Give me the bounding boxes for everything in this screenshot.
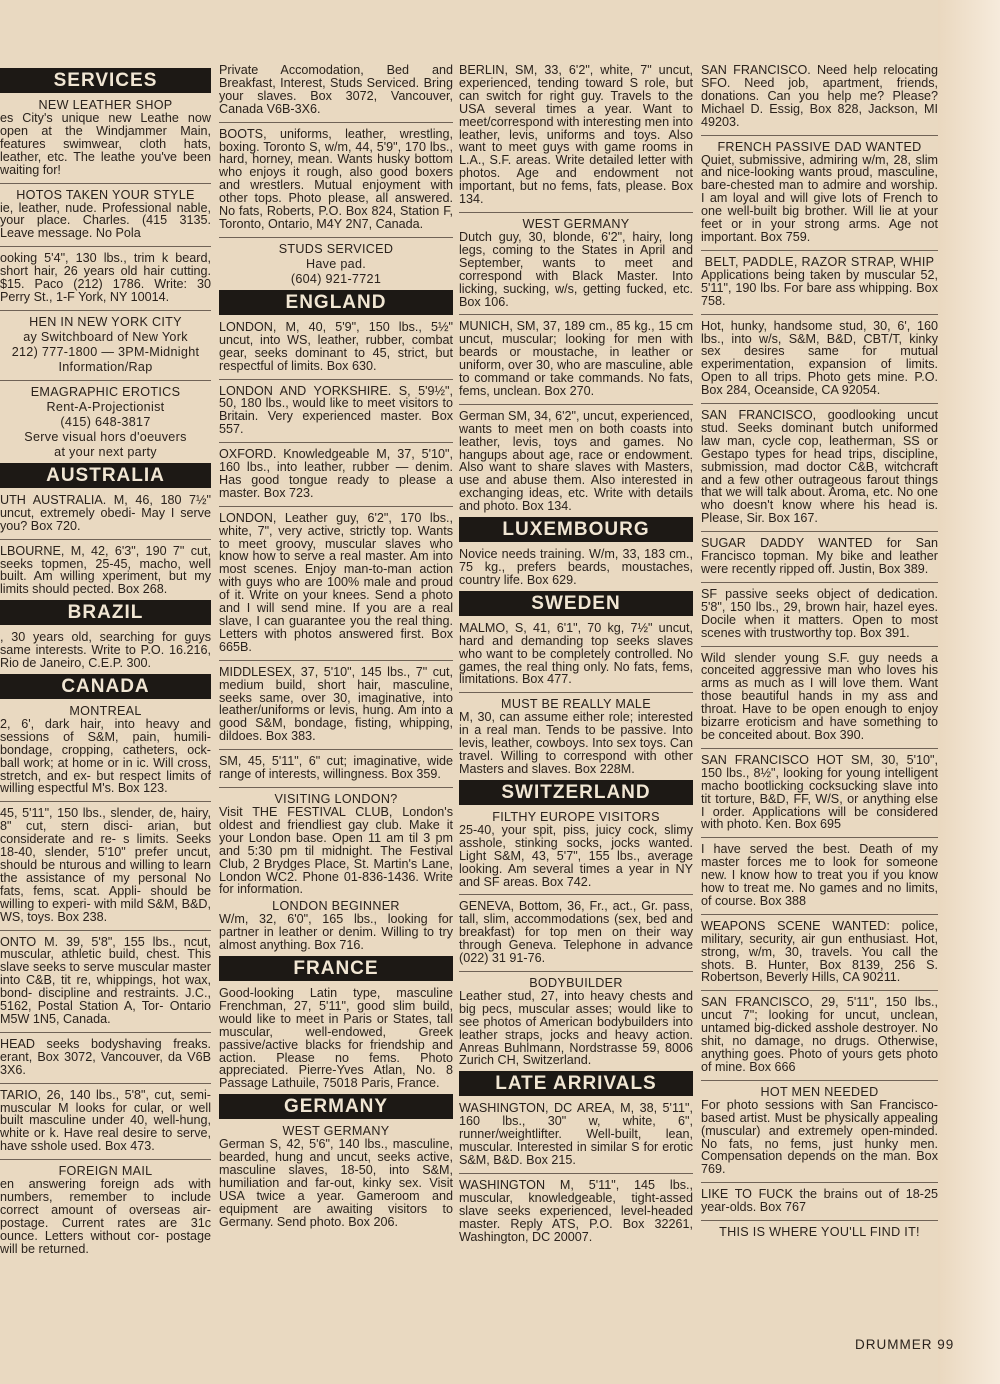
ad-title: BODYBUILDER <box>529 975 623 990</box>
ad-body: For photo sessions with San Francisco-based artist. Must be physically appealing (muscular) and extremely open-minded. No fats, no fems, just hunky men. Compensation depends on the man. Box 769. <box>701 1097 938 1177</box>
ad-body: MUNICH, SM, 37, 189 cm., 85 kg., 15 cm uncut, muscular; looking for men with beards or moustache, in leather or uniform, over 30, who are masculine, able to command or take commands. No fats, fems, unclean. Box 270. <box>459 319 693 398</box>
classified-ad <box>459 548 693 587</box>
page-footer: DRUMMER 99 <box>855 1337 955 1352</box>
ad-body: BOOTS, uniforms, leather, wrestling, boxing. Toronto S, w/m, 44, 5'9", 170 lbs., hard, horney, mean. Wants husky bottom who enjoys it rough, also good boxers and wrestlers. Mutual enjoyment with other tops. Photo please, all answered. No fats, Roberts, P.O. Box 824, Station F, Toronto, Ontario, M4Y 2N7, Canada. <box>219 126 453 231</box>
ad-title: VISITING LONDON? <box>274 791 398 806</box>
classified-ad <box>459 698 693 776</box>
divider <box>459 404 693 405</box>
ad-line: Information/Rap <box>58 359 153 374</box>
ad-body: LIKE TO FUCK the brains out of 18-25 year-olds. Box 767 <box>701 1187 938 1215</box>
ad-body: Novice needs training. W/m, 33, 183 cm., 75 kg., prefers beards, moustaches, country life. Box 629. <box>459 547 693 587</box>
divider <box>701 1182 938 1183</box>
section-header: FRANCE <box>219 956 453 981</box>
ad-body: LONDON, M, 40, 5'9", 150 lbs., 5½" uncut, into WS, leather, rubber, combat gear, seeks dominant to 45, strict, but respectful of limits. Box 630. <box>219 319 453 373</box>
ad-body: LBOURNE, M, 42, 6'3", 190 7" cut, seeks topmen, 25-45, macho, well built. Am willing xperiment, but my limits should pected. Box 268. <box>0 543 211 597</box>
ad-title: EMAGRAPHIC EROTICS <box>30 384 181 399</box>
classified-ad <box>0 386 211 459</box>
ad-body: HEAD seeks bodyshaving freaks. erant, Box 3072, Vancouver, da V6B 3X6. <box>0 1036 211 1077</box>
divider <box>0 539 211 540</box>
ad-body: ONTO M. 39, 5'8", 155 lbs., ncut, muscular, athletic build, chest. This slave seeks to serve muscular master into C&B, tit re, whippings, hot wax, bond- discipline and restraints. J.C., 5162, Postal Station A, Tor- Ontario M5W 1N5, Canada. <box>0 934 211 1026</box>
classified-ad <box>0 189 211 241</box>
classified-ad <box>701 920 938 985</box>
classified-ad <box>701 320 938 397</box>
classified-ad <box>219 321 453 373</box>
ad-body: WASHINGTON, DC AREA, M, 38, 5'11", 160 lbs., 30" w, white, 6", runner/weightlifter. Well-built, lean, muscular. Interested in similar S for erotic S&M, B&D. Box 215. <box>459 1101 693 1167</box>
section-header: SWITZERLAND <box>459 780 693 805</box>
classified-ad <box>0 807 211 923</box>
ad-body: SAN FRANCISCO. Need help relocating SFO. Need job, apartment, friends, donations. Can you help me? Please? Michael D. Essig, Box 828, Jackson, MI 49203. <box>701 63 938 129</box>
classified-ad <box>219 512 453 654</box>
ad-body: Good-looking Latin type, masculine Frenchman, 27, 5'11", good slim build, would like to meet in Paris or States, tall muscular, well-endowed, Greek passive/active blacks for friendship and action. Please no fems. Photo appreciated. Pierre-Yves Atlan, No. 8 Passage Lathuile, 75018 Paris, France. <box>219 986 453 1091</box>
ad-body: WASHINGTON M, 5'11", 145 lbs., muscular, knowledgeable, tight-assed slave seeks experienced, level-headed master. Reply ATS, P.O. Box 32261, Washington, DC 20007. <box>459 1177 693 1244</box>
divider <box>701 403 938 404</box>
classified-ad <box>459 64 693 206</box>
ad-title: FRENCH PASSIVE DAD WANTED <box>717 139 922 154</box>
classified-ad <box>701 652 938 742</box>
ad-title: WEST GERMANY <box>522 216 630 231</box>
divider <box>0 1159 211 1160</box>
divider <box>701 990 938 991</box>
ad-title: BELT, PADDLE, RAZOR STRAP, WHIP <box>704 254 935 269</box>
divider <box>219 442 453 443</box>
divider <box>0 310 211 311</box>
ad-body: 2, 6', dark hair, into heavy and sessions of S&M, pain, humili- bondage, cropping, catheters, ock-ball work; at home or in ic. Will cross, stretch, and ex- but respect limits of willing espectful M's. Box 123. <box>0 716 211 796</box>
column-1 <box>0 64 211 1260</box>
ad-body: SM, 45, 5'11", 6" cut; imaginative, wide range of interests, willingness. Box 359. <box>219 754 453 782</box>
divider <box>219 749 453 750</box>
ad-title: HOT MEN NEEDED <box>760 1084 879 1099</box>
ad-body: SAN FRANCISCO, goodlooking uncut stud. Seeks dominant butch uniformed law man, cycle cop, leatherman, SS or Gestapo types for head trips, discipline, submission, mad doctor C&B, witchcraft and a few other outrageous farout things that we will talk about. Aroma, etc. No one who doesn't know where his head is. Please, Sir. Box 167. <box>701 408 938 526</box>
section-header: GERMANY <box>219 1094 453 1119</box>
divider <box>0 380 211 381</box>
classified-ad <box>459 977 693 1067</box>
ad-body: LONDON AND YORKSHIRE. S, 5'9½", 50, 180 lbs., would like to meet visitors to Britain. Very experienced master. Box 557. <box>219 383 453 437</box>
ad-body: Private Accomodation, Bed and Breakfast, Interest, Studs Serviced. Bring your slaves. Box 3072, Vancouver, Canada V6B-3X6. <box>219 63 453 116</box>
ad-title: STUDS SERVICED <box>278 241 394 256</box>
ad-body: Applications being taken by muscular 52, 5'11", 190 lbs. For bare ass whipping. Box 758. <box>701 267 938 308</box>
ad-line: (604) 921-7721 <box>290 271 382 286</box>
ad-line: (415) 648-3817 <box>60 414 151 429</box>
classified-ad <box>0 1089 211 1154</box>
divider <box>701 1220 938 1221</box>
classified-ad <box>219 1125 453 1228</box>
column-4 <box>701 64 938 1243</box>
divider <box>701 837 938 838</box>
section-header: SERVICES <box>0 68 211 93</box>
classified-ad <box>701 754 938 831</box>
section-header: AUSTRALIA <box>0 463 211 488</box>
ad-body: Dutch guy, 30, blonde, 6'2", hairy, long legs, coming to the States in April and September, wants to meet and correspond with Black Master. Into licking, sucking, w/s, getting fucked, etc. Box 106. <box>459 229 693 309</box>
ad-body: 25-40, your spit, piss, juicy cock, slimy asshole, stinking socks, jocks wanted. Light S&M, 43, 5'7", 155 lbs., average looking. Am several times a year in NY and SF areas. Box 742. <box>459 822 693 889</box>
ad-body: M, 30, can assume either role; interested in a real man. Tends to be passive. Into levis, leather, cowboys. Into sex toys. Can travel. Willing to correspond with other Masters and slaves. Box 228M. <box>459 710 693 776</box>
page-gutter <box>938 0 1000 1384</box>
ad-body: MIDDLESEX, 37, 5'10", 145 lbs., 7" cut, medium build, short hair, masculine, seeks same, over 30, imaginative, into leather/uniforms or levis, hung. Am into a good S&M, bondage, fisting, whipping, dildoes. Box 383. <box>219 664 453 744</box>
classified-ad <box>219 448 453 500</box>
classified-ad <box>701 409 938 525</box>
ad-title: MUST BE REALLY MALE <box>501 697 651 712</box>
ad-title: WEST GERMANY <box>282 1124 390 1139</box>
ad-body: German S, 42, 5'6", 140 lbs., masculine, bearded, hung and uncut, seeks active, masculine slaves, 18-50, into S&M, humiliation and far-out, kinky sex. Visit USA twice a year. Gameroom and equipment are awaiting visitors to Germany. Send photo. Box 206. <box>219 1137 453 1229</box>
ad-title: HOTOS TAKEN YOUR STYLE <box>16 187 195 202</box>
divider <box>0 1083 211 1084</box>
ad-body: W/m, 32, 6'0", 165 lbs., looking for partner in leather or denim. Willing to try almost anything. Box 716. <box>219 912 453 953</box>
ad-body: Hot, hunky, handsome stud, 30, 6', 160 lbs., into w/s, S&M, B&D, CBT/T, kinky sex desires same for mutual experimentation, expansion of limits. Open to all trips. Photo gets mine. P.O. Box 284, Oceanside, CA 92054. <box>701 318 938 398</box>
classified-ad <box>701 1226 938 1239</box>
ad-body: OXFORD. Knowledgeable M, 37, 5'10", 160 lbs., into leather, rubber — denim. Has good tongue ready to please a master. Box 723. <box>219 447 453 500</box>
classified-ad <box>459 218 693 308</box>
ad-title: THIS IS WHERE YOU'LL FIND IT! <box>719 1225 920 1240</box>
ad-body: MALMO, S, 41, 6'1", 70 kg, 7½" uncut, hard and demanding top seeks slaves who want to be completely controlled. No games, the real thing only. No fats, fems, limitations. Box 477. <box>459 620 693 687</box>
classified-ad <box>701 1086 938 1176</box>
classified-ad <box>459 622 693 687</box>
divider <box>0 246 211 247</box>
divider <box>0 930 211 931</box>
divider <box>0 183 211 184</box>
divider <box>701 646 938 647</box>
ad-body: GENEVA, Bottom, 36, Fr., act., Gr. pass, tall, slim, accommodations (sex, bed and breakfast) for top men on their way through Geneva. Telephone in advance (022) 31 91-76. <box>459 899 693 966</box>
classified-ad <box>701 537 938 576</box>
ad-body: UTH AUSTRALIA. M, 46, 180 7½" uncut, extremely obedi- May I serve you? Box 720. <box>0 492 211 533</box>
divider <box>701 250 938 251</box>
classified-ad <box>701 64 938 129</box>
divider <box>701 531 938 532</box>
classified-ad <box>459 320 693 397</box>
classified-ad <box>0 99 211 177</box>
divider <box>459 692 693 693</box>
classified-ad <box>219 128 453 231</box>
section-header: SWEDEN <box>459 591 693 616</box>
divider <box>459 1173 693 1174</box>
ad-title: FILTHY EUROPE VISITORS <box>492 809 660 824</box>
ad-body: I have served the best. Death of my master forces me to look for someone new. I know how to treat you if you know how to treat me. No games and no limits, of course. Box 388 <box>701 842 938 908</box>
classified-ad <box>0 705 211 795</box>
ad-body: es City's unique new Leathe now open at the Windjammer Main, features swimwear, cloth hats, leather, etc. The leathe you've been waiting for! <box>0 111 211 177</box>
classified-ad <box>701 843 938 908</box>
divider <box>701 748 938 749</box>
classified-ad <box>0 631 211 670</box>
classified-ad <box>219 243 453 286</box>
classified-ad <box>459 1102 693 1167</box>
ad-body: SF passive seeks object of dedication. 5'8", 150 lbs., 29, brown hair, hazel eyes. Docile when it matters. Open to most scenes with trustworthy top. Box 391. <box>701 586 938 640</box>
classified-ad <box>0 252 211 304</box>
section-header: LATE ARRIVALS <box>459 1071 693 1096</box>
classified-ad <box>459 900 693 965</box>
ad-body: SAN FRANCISCO, 29, 5'11", 150 lbs., uncut 7"; looking for uncut, unclean, untamed big-dicked asshole destroyer. No shit, no damage, no drugs. Otherwise, anything goes. Photo of yours gets photo of mine. Box 666 <box>701 995 938 1074</box>
ad-body: BERLIN, SM, 33, 6'2", white, 7" uncut, experienced, tending toward S role, but can switch for right guy. Travels to the USA several times a year. Want to meet/correspond with interesting men into leather, levis, uniforms and toys. Also want to meet guys with game rooms in L.A., S.F. areas. Write detailed letter with photos. Age and endowment not important, but no fems, fats, please. Box 134. <box>459 63 693 207</box>
section-header: CANADA <box>0 674 211 699</box>
ad-body: Leather stud, 27, into heavy chests and big pecs, muscular asses; would like to see photos of American bodybuilders into leather straps, jocks and heavy action. Anreas Buhlmann, Nordstrasse 59, 8006 Zurich CH, Switzerland. <box>459 988 693 1068</box>
ad-body: WEAPONS SCENE WANTED: police, military, security, air gun enthusiast. Hot, strong, w/m, 30, travels. You call the shots. B. Hunter, Box 8139, 256 S. Robertson, Beverly Hills, CA 90211. <box>701 918 938 985</box>
classified-ad <box>459 410 693 513</box>
classified-ad <box>219 64 453 116</box>
classified-ad <box>701 256 938 308</box>
ad-body: Wild slender young S.F. guy needs a conceited aggressive man who loves his arms as much as I will love them. Want those beautiful hands in my ass and throat. Have to be open enough to enjoy bizarre eroticism and have something to be conceited about. Box 390. <box>701 650 938 742</box>
ad-line: 212) 777-1800 — 3PM-Midnight <box>11 344 200 359</box>
divider <box>459 314 693 315</box>
divider <box>219 122 453 123</box>
ad-line: Serve visual hors d'oeuvers <box>24 429 187 444</box>
column-2 <box>219 64 453 1233</box>
classified-ad <box>219 755 453 781</box>
ad-body: German SM, 34, 6'2", uncut, experienced, wants to meet men on both coasts into leather, levis, toys and games. No hangups about age, race or endowment. Also want to share slaves with Masters, use and abuse them. Also interested in exchanging ideas, etc. Write with details and photo. Box 134. <box>459 408 693 514</box>
divider <box>0 801 211 802</box>
divider <box>219 237 453 238</box>
classified-ad <box>219 666 453 743</box>
classified-ad <box>219 793 453 896</box>
classified-ad <box>0 1038 211 1077</box>
ad-body: ie, leather, nude. Professional nable, your place. Charles. (415 3135. Leave message. No Pola <box>0 200 211 241</box>
ad-title: LONDON BEGINNER <box>272 899 400 914</box>
classified-ad <box>701 996 938 1073</box>
section-header: ENGLAND <box>219 290 453 315</box>
divider <box>219 787 453 788</box>
ad-body: TARIO, 26, 140 lbs., 5'8", cut, semi-muscular M looks for cular, or well built masculine under 40, well-hung, white or k. Have real desire to serve, have sshole used. Box 473. <box>0 1087 211 1154</box>
divider <box>701 914 938 915</box>
ad-line: ay Switchboard of New York <box>23 329 188 344</box>
section-header: LUXEMBOURG <box>459 517 693 542</box>
divider <box>701 1080 938 1081</box>
classified-ad <box>0 494 211 533</box>
ad-body: 45, 5'11", 150 lbs., slender, de, hairy, 8" cut, stern disci- arian, but considerate and re- s limits. Seeks 18-40, slender, 5'10" prefer uncut, should be nturous and willing to learn the assistance of my personal No fats, fems, scat. Appli- should be willing to experi- with mild S&M, B&D, WS, toys. Box 238. <box>0 806 211 924</box>
ad-body: LONDON, Leather guy, 6'2", 170 lbs., white, 7", very active, strictly top. Wants to meet groovy, muscular slaves who know how to serve a real master. Am into most scenes. Enjoy man-to-man action with guys who are 100% male and proud of it. Write on your knees. Send a photo and I will send mine. If you are a real slave, I can guarantee you the real thing. Letters with photos answered first. Box 665B. <box>219 510 453 654</box>
ad-line: Rent-A-Projectionist <box>46 399 165 414</box>
classified-ad <box>701 588 938 640</box>
divider <box>459 894 693 895</box>
divider <box>219 506 453 507</box>
classified-ad <box>0 1165 211 1255</box>
ad-body: Visit THE FESTIVAL CLUB, London's oldest and friendliest gay club. Make it your London base. Open 11 am til 3 pm and 5:30 pm til midnight. The Festival Club, 2 Brydges Place, St. Martin's Lane, London WC2. Phone 01-836-1436. Write for information. <box>219 804 453 897</box>
ad-body: Quiet, submissive, admiring w/m, 28, slim and nice-looking wants proud, masculine, bare-chested man to admire and worship. I am loyal and will give lots of French to one well-built big brother. Will lie at your feet or in your strong arms. Age not important. Box 759. <box>701 152 938 244</box>
ad-title: HEN IN NEW YORK CITY <box>29 314 182 329</box>
ad-body: SUGAR DADDY WANTED for San Francisco topman. My bike and leather were recently ripped off. Justin, Box 389. <box>701 536 938 576</box>
classified-ad <box>701 1188 938 1214</box>
ad-line: at your next party <box>54 444 157 459</box>
ad-body: SAN FRANCISCO HOT SM, 30, 5'10", 150 lbs., 8½", looking for young intelligent macho bootlicking cocksucking slave into tit torture, B&D, FF, W/S, or anything else I order. Applications will be considered with photo. Ken. Box 695 <box>701 752 938 832</box>
classified-ad <box>219 900 453 952</box>
divider <box>219 379 453 380</box>
section-header: BRAZIL <box>0 600 211 625</box>
column-3 <box>459 64 693 1247</box>
classified-ad <box>0 936 211 1026</box>
ad-body: , 30 years old, searching for guys same interests. Write to P.O. 16.216, Rio de Janeiro, C.E.P. 300. <box>0 630 211 671</box>
divider <box>459 971 693 972</box>
divider <box>219 660 453 661</box>
divider <box>701 582 938 583</box>
classified-ad <box>0 545 211 597</box>
classified-ad <box>459 811 693 889</box>
divider <box>0 1032 211 1033</box>
classified-ad <box>701 141 938 244</box>
classified-ad <box>219 987 453 1090</box>
divider <box>701 314 938 315</box>
ad-line: Have pad. <box>305 256 367 271</box>
classified-ad <box>219 385 453 437</box>
ad-title: NEW LEATHER SHOP <box>38 98 173 112</box>
ad-body: en answering foreign ads with numbers, remember to include correct amount of overseas air- postage. Current rates are 31c ounce. Letters without cor- postage will be returned. <box>0 1177 211 1256</box>
divider <box>701 135 938 136</box>
ad-title: FOREIGN MAIL <box>58 1164 153 1179</box>
ad-title: MONTREAL <box>69 703 142 718</box>
ad-body: ooking 5'4", 130 lbs., trim k beard, short hair, 26 years old hair cutting. $15. Paco (212) 1786. Write: 30 Perry St., 1-F York, NY 10014. <box>0 251 211 304</box>
classified-ad <box>0 316 211 374</box>
classified-ad <box>459 1179 693 1244</box>
divider <box>459 212 693 213</box>
